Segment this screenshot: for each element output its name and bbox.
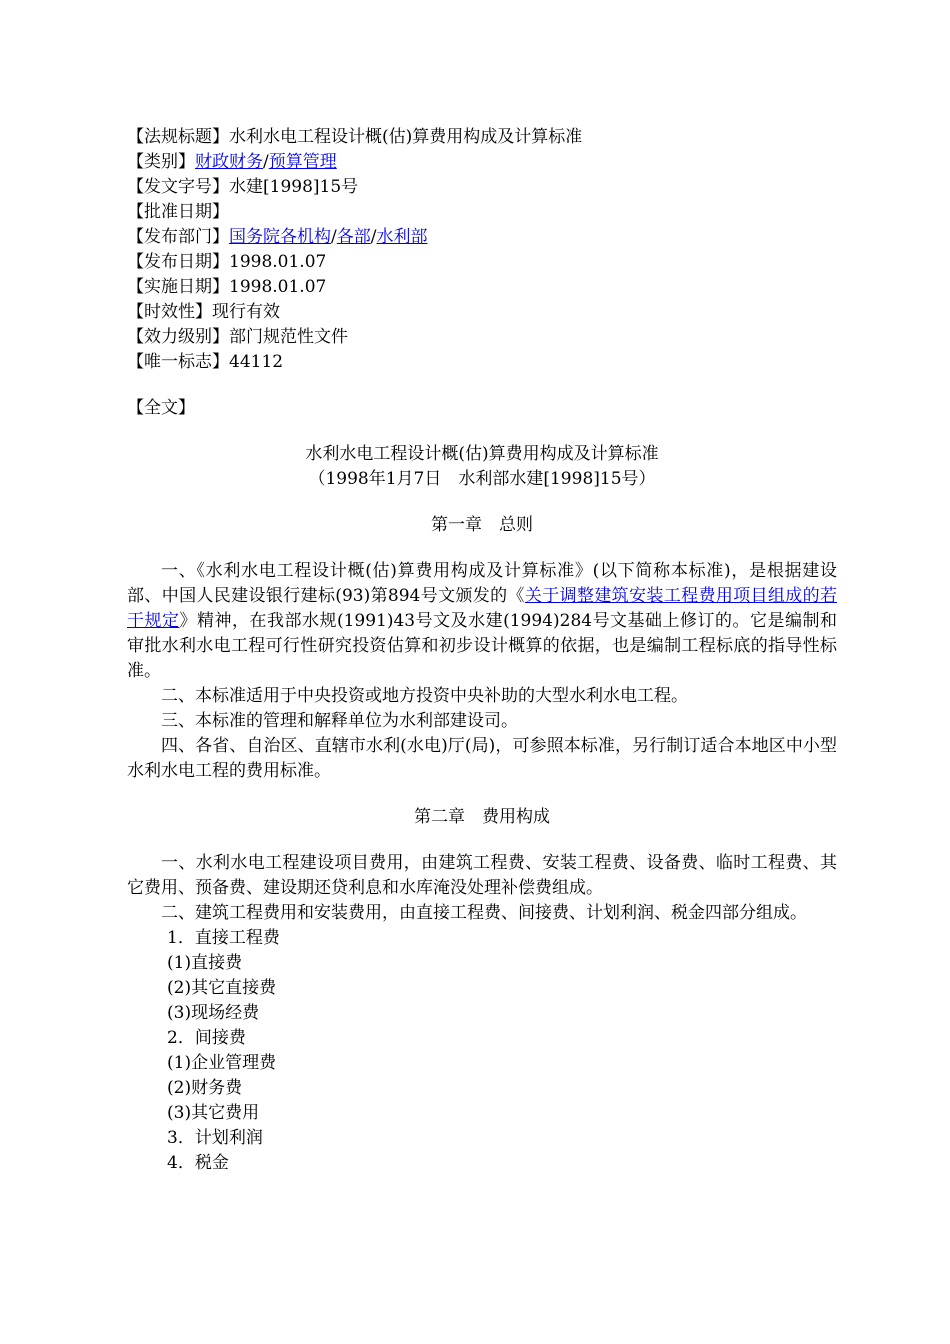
chapter1-paragraph-2: 二、本标准适用于中央投资或地方投资中央补助的大型水利水电工程。 xyxy=(161,686,688,706)
chapter1-heading: 第一章 总则 xyxy=(431,515,533,535)
category-link-budget[interactable]: 预算管理 xyxy=(268,152,337,172)
meta-id-row xyxy=(127,350,837,375)
chapter1-p1-text-before: 一、《水利水电工程设计概(估)算费用构成及计算标准》(以下简称本标准)，是根据建设部、中国人民建设银行建标(93)第894号文颁发的《 xyxy=(127,561,837,606)
meta-validity-row xyxy=(127,300,837,325)
meta-validity-value: 现行有效 xyxy=(212,302,280,322)
chapter1-paragraph-3: 三、本标准的管理和解释单位为水利部建设司。 xyxy=(161,711,518,731)
cost-list-item: (3)其它费用 xyxy=(167,1103,260,1123)
meta-dept-label: 【发布部门】 xyxy=(127,227,229,247)
chapter1-p1-text-after: 》精神，在我部水规(1991)43号文及水建(1994)284号文基础上修订的。它是编制和审批水利水电工程可行性研究投资估算和初步设计概算的依据，也是编制工程标底的指导性标准。 xyxy=(127,611,838,681)
separator: / xyxy=(263,152,269,172)
meta-publish-row xyxy=(127,250,837,275)
meta-effective-row xyxy=(127,275,837,300)
meta-docno-value: 水建[1998]15号 xyxy=(229,177,359,197)
dept-link-ministries[interactable]: 各部 xyxy=(336,227,371,247)
meta-title-label: 【法规标题】 xyxy=(127,127,229,147)
meta-level-value: 部门规范性文件 xyxy=(229,327,348,347)
chapter2-heading: 第二章 费用构成 xyxy=(414,807,550,827)
meta-docno-label: 【发文字号】 xyxy=(127,177,229,197)
dept-link-state-council[interactable]: 国务院各机构 xyxy=(229,227,331,247)
chapter2-paragraph-2: 二、建筑工程费用和安装费用，由直接工程费、间接费、计划利润、税金四部分组成。 xyxy=(161,903,807,923)
chapter1-paragraph-1 xyxy=(127,559,837,684)
meta-publish-label: 【发布日期】 xyxy=(127,252,229,272)
meta-dept-row xyxy=(127,225,837,250)
meta-approve-label: 【批准日期】 xyxy=(127,202,229,222)
cost-list-item: (1)企业管理费 xyxy=(167,1053,277,1073)
meta-validity-label: 【时效性】 xyxy=(127,302,212,322)
meta-category-label: 【类别】 xyxy=(127,152,195,172)
meta-effective-label: 【实施日期】 xyxy=(127,277,229,297)
meta-publish-value: 1998.01.07 xyxy=(229,252,327,272)
meta-category-row xyxy=(127,150,837,175)
cost-list-item: (1)直接费 xyxy=(167,953,243,973)
fulltext-label: 【全文】 xyxy=(127,398,195,418)
meta-level-label: 【效力级别】 xyxy=(127,327,229,347)
cost-list-item: 4．税金 xyxy=(167,1153,229,1173)
meta-id-value: 44112 xyxy=(229,352,284,372)
meta-id-label: 【唯一标志】 xyxy=(127,352,229,372)
separator: / xyxy=(331,227,337,247)
cost-list-item: (2)财务费 xyxy=(167,1078,243,1098)
separator: / xyxy=(370,227,377,247)
document-title: 水利水电工程设计概(估)算费用构成及计算标准 xyxy=(305,444,659,464)
meta-effective-value: 1998.01.07 xyxy=(229,277,327,297)
meta-docno-row xyxy=(127,175,837,200)
meta-level-row xyxy=(127,325,837,350)
document-subtitle: （1998年1月7日 水利部水建[1998]15号） xyxy=(308,469,656,489)
cost-list-item: 1．直接工程费 xyxy=(167,928,280,948)
document-page xyxy=(127,125,837,1176)
meta-approve-row xyxy=(127,200,837,225)
chapter2-paragraph-1: 一、水利水电工程建设项目费用，由建筑工程费、安装工程费、设备费、临时工程费、其它费用、预备费、建设期还贷利息和水库淹没处理补偿费组成。 xyxy=(127,853,837,898)
dept-link-water-ministry[interactable]: 水利部 xyxy=(376,227,428,247)
cost-list-item: 2．间接费 xyxy=(167,1028,246,1048)
meta-title-row xyxy=(127,125,837,150)
meta-title-value: 水利水电工程设计概(估)算费用构成及计算标准 xyxy=(229,127,583,147)
regulation-link[interactable]: 关于调整建筑安装工程费用项目组成的若干规定 xyxy=(127,586,837,631)
chapter1-paragraph-4: 四、各省、自治区、直辖市水利(水电)厅(局)，可参照本标准，另行制订适合本地区中小型水利水电工程的费用标准。 xyxy=(127,736,837,781)
cost-list-item: (3)现场经费 xyxy=(167,1003,260,1023)
category-link-finance[interactable]: 财政财务 xyxy=(195,152,263,172)
cost-list-item: 3．计划利润 xyxy=(167,1128,263,1148)
cost-list-item: (2)其它直接费 xyxy=(167,978,277,998)
